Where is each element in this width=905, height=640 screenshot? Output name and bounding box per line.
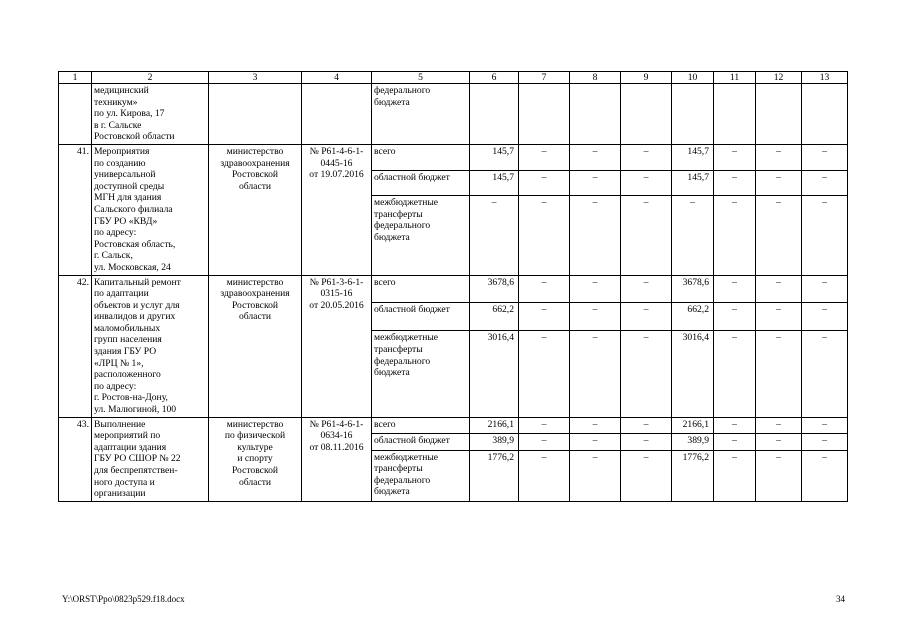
funding-source: всего [372,275,470,303]
value-cell: – [570,331,621,417]
value-cell: – [470,196,519,275]
value-cell: – [714,450,756,501]
col-header: 4 [302,72,372,84]
value-cell: – [802,275,848,303]
row-organization: министерство здравоохранения Ростовской области [209,144,302,275]
col-header: 10 [672,72,714,84]
value-cell: – [621,417,672,434]
value-cell: 145,7 [470,170,519,196]
row-document: № Р61-4-6-1- 0634-16 от 08.11.2016 [302,417,372,501]
value-cell: – [621,450,672,501]
value-cell: 3016,4 [672,331,714,417]
value-cell: – [621,275,672,303]
value-cell: – [519,417,570,434]
program-table [58,71,848,502]
value-cell: – [519,144,570,170]
value-cell: – [570,417,621,434]
row-document: № Р61-4-6-1- 0445-16 от 19.07.2016 [302,144,372,275]
value-cell: – [714,144,756,170]
carry-over-row [59,84,848,145]
value-cell: – [756,450,802,501]
value-cell: 3016,4 [470,331,519,417]
value-cell: – [802,303,848,331]
col-header: 13 [802,72,848,84]
row-name: Мероприятия по созданию универсальной доступной среды МГН для здания Сальского филиала ГБУ РО «КВД» по адресу: Ростовская область, г. Сальск, ул. Московская, 24 [92,144,209,275]
row-number: 42. [59,275,92,417]
value-cell: – [621,170,672,196]
value-cell: – [714,417,756,434]
col-header: 11 [714,72,756,84]
value-cell: 145,7 [470,144,519,170]
value-cell: – [519,170,570,196]
value-cell: – [756,331,802,417]
value-cell: – [519,303,570,331]
value-cell: 2166,1 [672,417,714,434]
col-header: 1 [59,72,92,84]
col-header: 12 [756,72,802,84]
col-header: 3 [209,72,302,84]
value-cell: 1776,2 [672,450,714,501]
value-cell: – [714,434,756,451]
value-cell: – [756,144,802,170]
value-cell: – [714,170,756,196]
row-organization: министерство здравоохранения Ростовской области [209,275,302,417]
value-cell: – [519,450,570,501]
funding-source: областной бюджет [372,434,470,451]
value-cell: – [519,196,570,275]
row-organization: министерство по физической культуре и спорту Ростовской области [209,417,302,501]
carry-source: федерального бюджета [372,84,470,145]
value-cell: 2166,1 [470,417,519,434]
value-cell: – [756,170,802,196]
value-cell: – [519,434,570,451]
value-cell: – [621,331,672,417]
value-cell: 389,9 [470,434,519,451]
value-cell: – [570,144,621,170]
col-header: 2 [92,72,209,84]
value-cell: 662,2 [672,303,714,331]
value-cell: – [756,434,802,451]
funding-source: межбюджетные трансферты федерального бюджета [372,450,470,501]
value-cell: – [519,275,570,303]
value-cell: – [621,144,672,170]
value-cell: 389,9 [672,434,714,451]
value-cell: – [570,275,621,303]
carry-name: медицинский техникум» по ул. Кирова, 17 в г. Сальске Ростовской области [92,84,209,145]
funding-source: межбюджетные трансферты федерального бюджета [372,196,470,275]
row-name: Капитальный ремонт по адаптации объектов и услуг для инвалидов и других маломобильных групп населения здания ГБУ РО «ЛРЦ № 1», расположенного по адресу: г. Ростов-на-Дону, ул. Малюгиной, 100 [92,275,209,417]
col-header: 8 [570,72,621,84]
value-cell: 1776,2 [470,450,519,501]
value-cell: 3678,6 [672,275,714,303]
funding-source: областной бюджет [372,170,470,196]
funding-source: областной бюджет [372,303,470,331]
column-number-row [59,72,848,84]
row-name: Выполнение мероприятий по адаптации здания ГБУ РО СШОР № 22 для беспрепятствен- ного доступа и организации [92,417,209,501]
value-cell: – [621,303,672,331]
value-cell: – [621,434,672,451]
value-cell: – [714,196,756,275]
col-header: 5 [372,72,470,84]
row-number: 43. [59,417,92,501]
value-cell: – [756,417,802,434]
value-cell: – [756,275,802,303]
funding-source: межбюджетные трансферты федерального бюджета [372,331,470,417]
value-cell: – [802,144,848,170]
value-cell: – [802,170,848,196]
value-cell: – [570,450,621,501]
value-cell: – [672,196,714,275]
value-cell: 145,7 [672,170,714,196]
col-header: 7 [519,72,570,84]
value-cell: – [714,331,756,417]
table-row [59,144,848,170]
col-header: 9 [621,72,672,84]
value-cell: – [570,303,621,331]
value-cell: 145,7 [672,144,714,170]
funding-source: всего [372,417,470,434]
value-cell: 662,2 [470,303,519,331]
value-cell: – [714,275,756,303]
file-path: Y:\ORST\Ppo\0823p529.f18.docx [62,594,185,604]
page-number: 34 [836,594,845,604]
col-header: 6 [470,72,519,84]
value-cell: – [714,303,756,331]
value-cell: 3678,6 [470,275,519,303]
value-cell: – [756,303,802,331]
value-cell: – [570,170,621,196]
row-document: № Р61-3-6-1- 0315-16 от 20.05.2016 [302,275,372,417]
value-cell: – [802,450,848,501]
value-cell: – [802,434,848,451]
value-cell: – [519,331,570,417]
table-row [59,275,848,303]
funding-source: всего [372,144,470,170]
value-cell: – [802,417,848,434]
value-cell: – [756,196,802,275]
row-number: 41. [59,144,92,275]
value-cell: – [570,434,621,451]
table-row [59,417,848,434]
value-cell: – [802,331,848,417]
value-cell: – [802,196,848,275]
value-cell: – [570,196,621,275]
value-cell: – [621,196,672,275]
